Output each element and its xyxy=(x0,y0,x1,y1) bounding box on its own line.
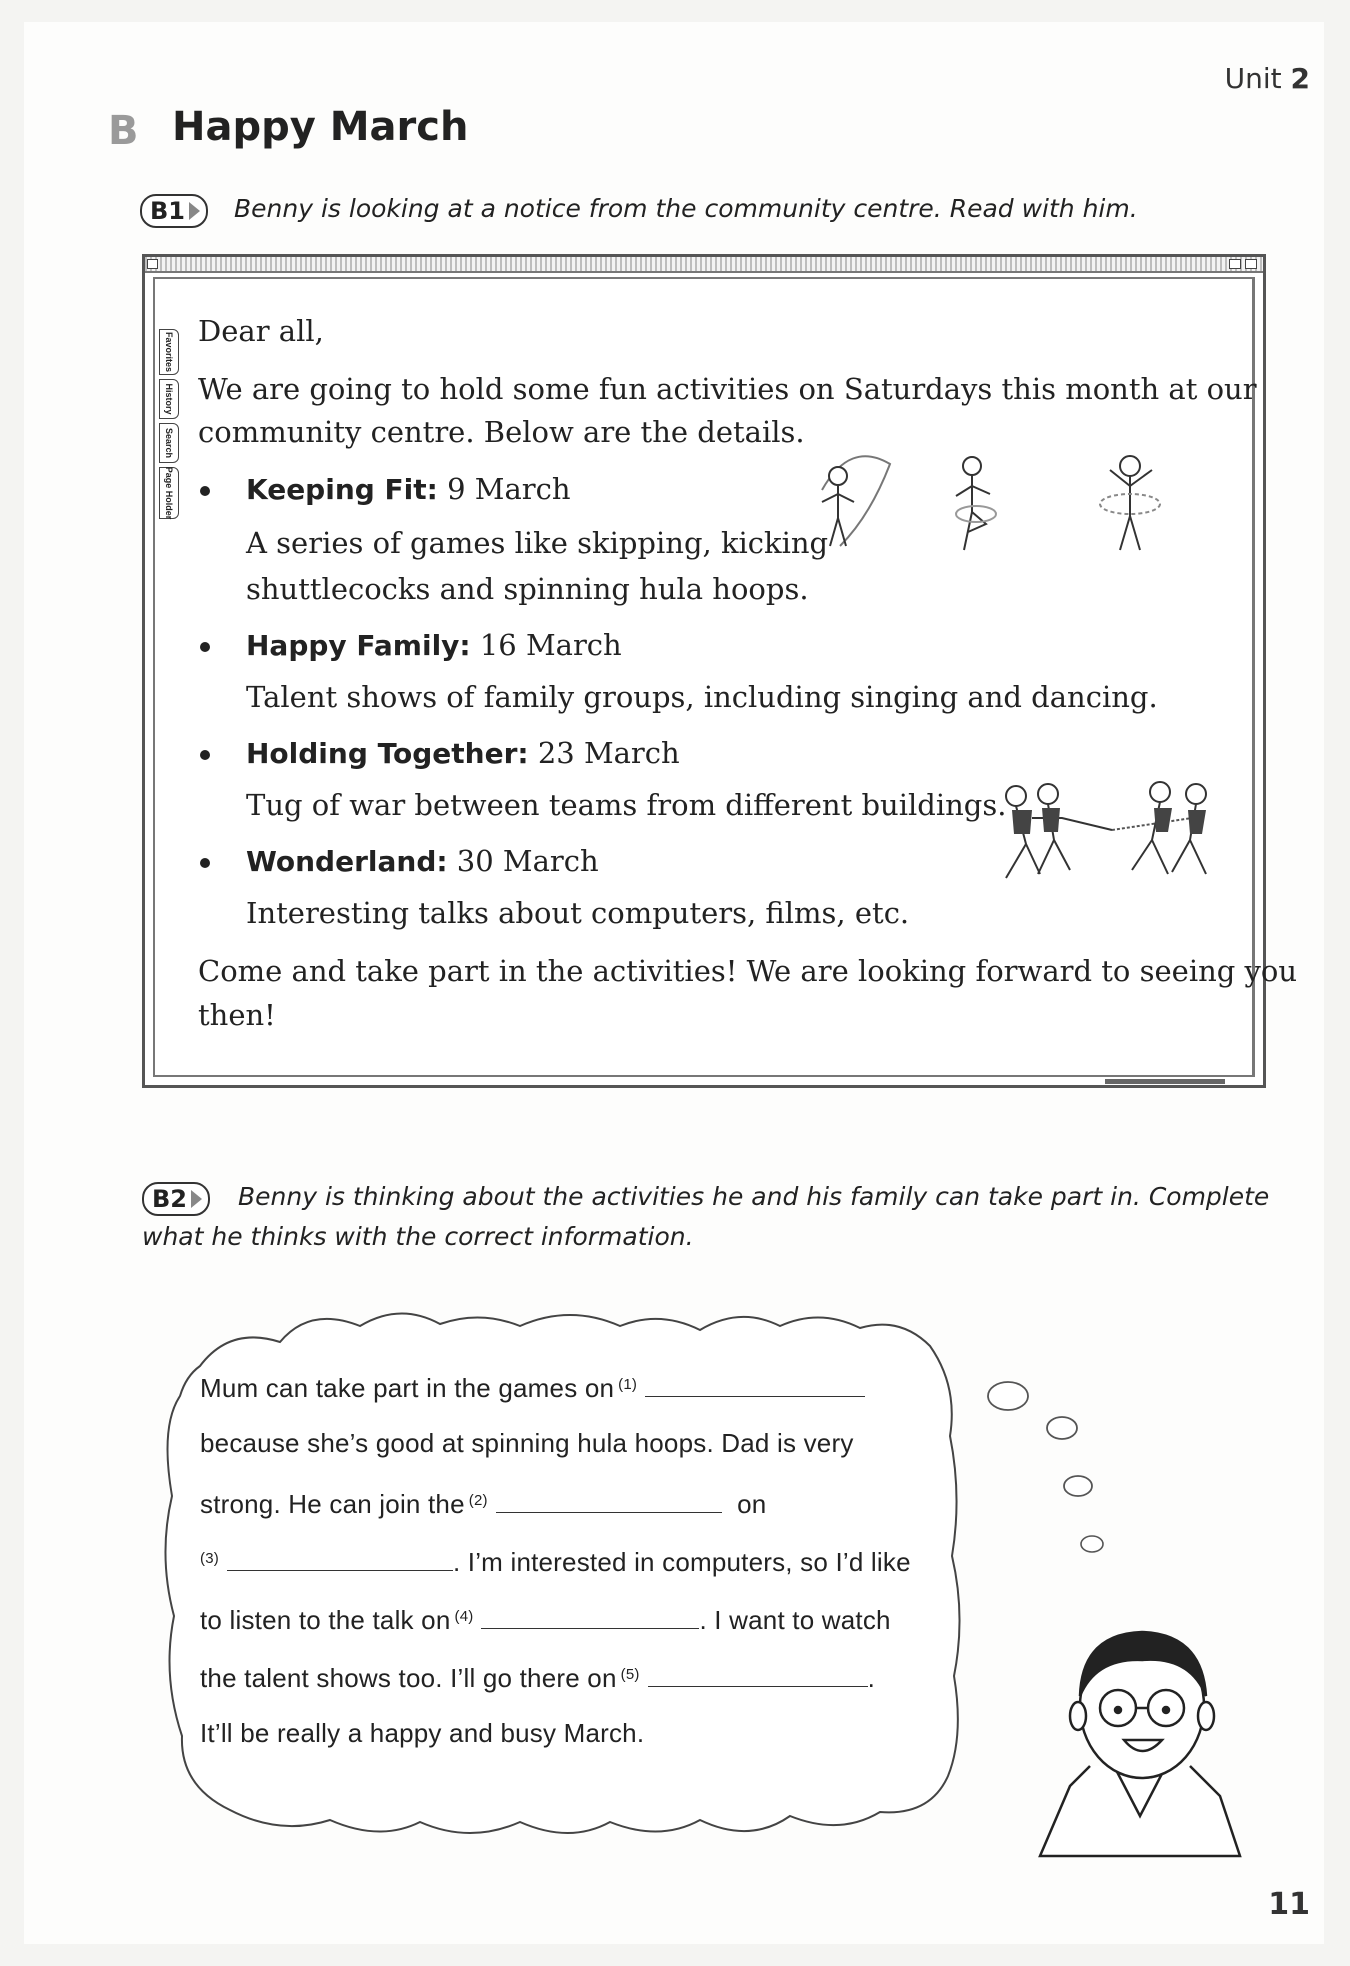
activity-description: shuttlecocks and spinning hula hoops. xyxy=(246,572,809,606)
answer-blank-2[interactable] xyxy=(496,1486,722,1513)
activity-description: Tug of war between teams from different buildings. xyxy=(246,788,1007,822)
bullet-icon xyxy=(200,858,210,868)
activity-description: Talent shows of family groups, including singing and dancing. xyxy=(246,680,1158,714)
horizontal-scrollbar[interactable] xyxy=(153,1077,1255,1085)
scrollbar-thumb[interactable] xyxy=(1105,1079,1225,1084)
notice-intro-line-1: We are going to hold some fun activities on Saturdays this month at our xyxy=(198,372,1257,406)
task-badge-b1: B1 xyxy=(140,194,208,228)
thought-line-3: strong. He can join the $^{(2)}$ on xyxy=(200,1472,766,1533)
unit-label: Unit 2 xyxy=(1224,62,1310,95)
thought-line-4: $^{(3)}$ . I’m interested in computers, so I’d like xyxy=(200,1530,911,1591)
minimize-icon[interactable] xyxy=(1229,259,1241,269)
activity-description: A series of games like skipping, kicking xyxy=(246,526,829,560)
notice-intro-line-2: community centre. Below are the details. xyxy=(198,415,805,449)
side-tab-history[interactable]: History xyxy=(159,379,179,419)
play-arrow-icon xyxy=(191,1190,202,1208)
thought-line-5: to listen to the talk on $^{(4)}$ . I want to watch xyxy=(200,1588,891,1649)
play-arrow-icon xyxy=(189,202,200,220)
section-title: Happy March xyxy=(172,104,469,150)
answer-blank-3[interactable] xyxy=(227,1544,453,1571)
thought-line-7: It’ll be really a happy and busy March. xyxy=(200,1718,645,1748)
bullet-icon xyxy=(200,642,210,652)
window-menu-icon[interactable] xyxy=(147,259,158,269)
answer-blank-4[interactable] xyxy=(481,1602,699,1629)
tug-of-war-illustration xyxy=(992,774,1232,894)
task-b2-instruction-line-1: Benny is thinking about the activities he and his family can take part in. Complete xyxy=(238,1182,1270,1211)
bullet-icon xyxy=(200,486,210,496)
task-b2-instruction-line-2: what he thinks with the correct information. xyxy=(142,1222,694,1251)
notice-closing-line-1: Come and take part in the activities! We are looking forward to seeing you xyxy=(198,954,1298,988)
notice-greeting: Dear all, xyxy=(198,314,324,348)
activity-description: Interesting talks about computers, films, etc. xyxy=(246,896,910,930)
thought-line-1: Mum can take part in the games on $^{(1)}$ xyxy=(200,1356,865,1417)
task-badge-b2: B2 xyxy=(142,1182,210,1216)
page-number: 11 xyxy=(1268,1887,1310,1922)
activity-wonderland: Wonderland: 30 March xyxy=(246,844,599,878)
thought-line-6: the talent shows too. I’ll go there on $^{(5)}$ . xyxy=(200,1646,875,1707)
side-tab-page-holder[interactable]: Page Holder xyxy=(159,467,179,519)
answer-blank-5[interactable] xyxy=(648,1660,868,1687)
bullet-icon xyxy=(200,750,210,760)
thought-line-2: because she’s good at spinning hula hoops. Dad is very xyxy=(200,1428,854,1458)
browser-titlebar xyxy=(145,257,1263,273)
notice-closing-line-2: then! xyxy=(198,998,276,1032)
task-b1-instruction: Benny is looking at a notice from the community centre. Read with him. xyxy=(234,194,1138,223)
activity-keeping-fit: Keeping Fit: 9 March xyxy=(246,472,571,506)
maximize-icon[interactable] xyxy=(1245,259,1257,269)
benny-illustration xyxy=(1030,1616,1250,1866)
side-tab-search[interactable]: Search xyxy=(159,423,179,463)
activity-happy-family: Happy Family: 16 March xyxy=(246,628,622,662)
side-tab-favorites[interactable]: Favorites xyxy=(159,329,179,375)
section-letter: B xyxy=(108,108,139,154)
answer-blank-1[interactable] xyxy=(645,1370,865,1397)
activity-holding-together: Holding Together: 23 March xyxy=(246,736,680,770)
keeping-fit-illustration xyxy=(800,446,1190,576)
browser-side-tabs xyxy=(159,329,181,523)
